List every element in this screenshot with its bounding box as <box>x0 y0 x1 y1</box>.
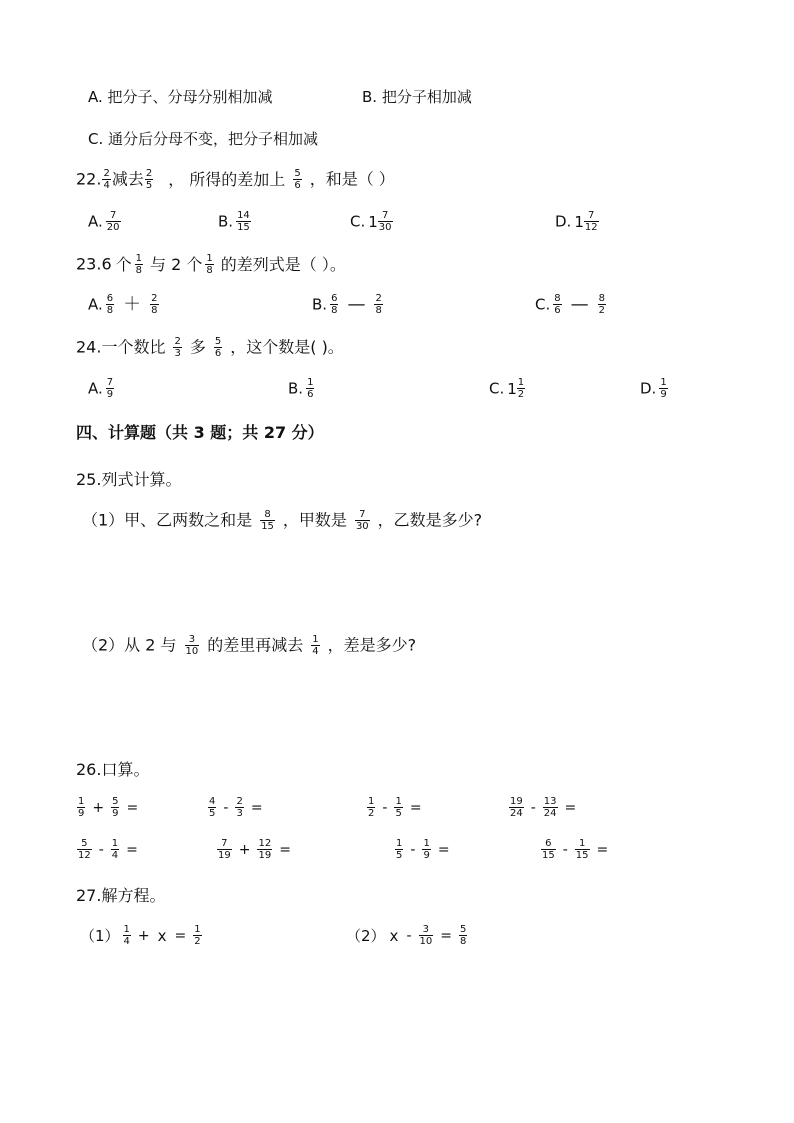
equation-2: （2） x - $\frac{3}{10}$ = $\frac{5}{8}$ <box>346 924 467 947</box>
question-23: 23.6 个 $\frac{1}{8}$ 与 2 个 $\frac{1}{8}$ 的差列式是（ ）。 <box>76 253 346 276</box>
question-text: ， 所得的差加上 <box>168 169 286 189</box>
question-25-title: 25.列式计算。 <box>76 470 182 489</box>
question-27-title: 27.解方程。 <box>76 886 166 905</box>
q24-option-b: B. $\frac{1}{6}$ <box>288 377 314 400</box>
mental-calc-item: $\frac{7}{19}$ + $\frac{12}{19}$ = <box>218 838 291 861</box>
q24-option-d: D. $\frac{1}{9}$ <box>640 377 667 400</box>
q24-option-a: A. $\frac{7}{9}$ <box>88 377 114 400</box>
question-number: 22. <box>76 169 102 189</box>
q22-option-b: B. $\frac{14}{15}$ <box>218 210 250 233</box>
mental-calc-item: $\frac{1}{2}$ - $\frac{1}{5}$ = <box>368 796 422 819</box>
fraction: $\frac{2}{4}$ <box>103 168 110 191</box>
mental-calc-item: $\frac{19}{24}$ - $\frac{13}{24}$ = <box>510 796 577 819</box>
question-22 <box>76 168 395 191</box>
question-26-title: 26.口算。 <box>76 760 150 779</box>
question-25-part-1: （1）甲、乙两数之和是 $\frac{8}{15}$ ，甲数是 $\frac{7}{30}$ ，乙数是多少? <box>82 509 483 532</box>
q21-option-b: B. 把分子相加减 <box>362 88 472 106</box>
q22-option-d: D. 1 $\frac{7}{12}$ <box>555 210 598 233</box>
q22-option-a: A. $\frac{7}{20}$ <box>88 210 120 233</box>
equation-1: （1） $\frac{1}{4}$ + x = $\frac{1}{2}$ <box>80 924 201 947</box>
fraction: $\frac{2}{5}$ <box>145 168 153 191</box>
q23-option-a: A. $\frac{6}{8}$ ＋ $\frac{2}{8}$ <box>88 293 158 316</box>
mental-calc-item: $\frac{1}{5}$ - $\frac{1}{9}$ = <box>396 838 450 861</box>
q22-option-c: C. 1 $\frac{7}{30}$ <box>350 210 392 233</box>
mental-calc-item: $\frac{4}{5}$ - $\frac{2}{3}$ = <box>209 796 263 819</box>
fraction: $\frac{5}{6}$ <box>294 168 301 191</box>
q21-option-c: C. 通分后分母不变，把分子相加减 <box>88 130 319 148</box>
q23-option-c: C. $\frac{8}{6}$ — $\frac{8}{2}$ <box>535 293 605 316</box>
section-heading: 四、计算题（共 3 题；共 27 分） <box>76 423 324 442</box>
q21-option-a: A. 把分子、分母分别相加减 <box>88 88 273 106</box>
mental-calc-item: $\frac{5}{12}$ - $\frac{1}{4}$ = <box>78 838 138 861</box>
question-text: ，和是（ ） <box>309 169 395 189</box>
question-25-part-2: （2）从 2 与 $\frac{3}{10}$ 的差里再减去 $\frac{1}{4}$ ，差是多少? <box>82 634 417 657</box>
mental-calc-item: $\frac{1}{9}$ + $\frac{5}{9}$ = <box>78 796 139 819</box>
question-number: 23.6 <box>76 254 112 274</box>
mental-calc-item: $\frac{6}{15}$ - $\frac{1}{15}$ = <box>542 838 609 861</box>
question-number: 24. <box>76 337 102 357</box>
question-text: 减去 <box>111 169 144 189</box>
q24-option-c: C. 1 $\frac{1}{2}$ <box>489 377 525 400</box>
question-24: 24.一个数比 $\frac{2}{3}$ 多 $\frac{5}{6}$ ，这个数是( )。 <box>76 336 344 359</box>
q23-option-b: B. $\frac{6}{8}$ — $\frac{2}{8}$ <box>312 293 382 316</box>
